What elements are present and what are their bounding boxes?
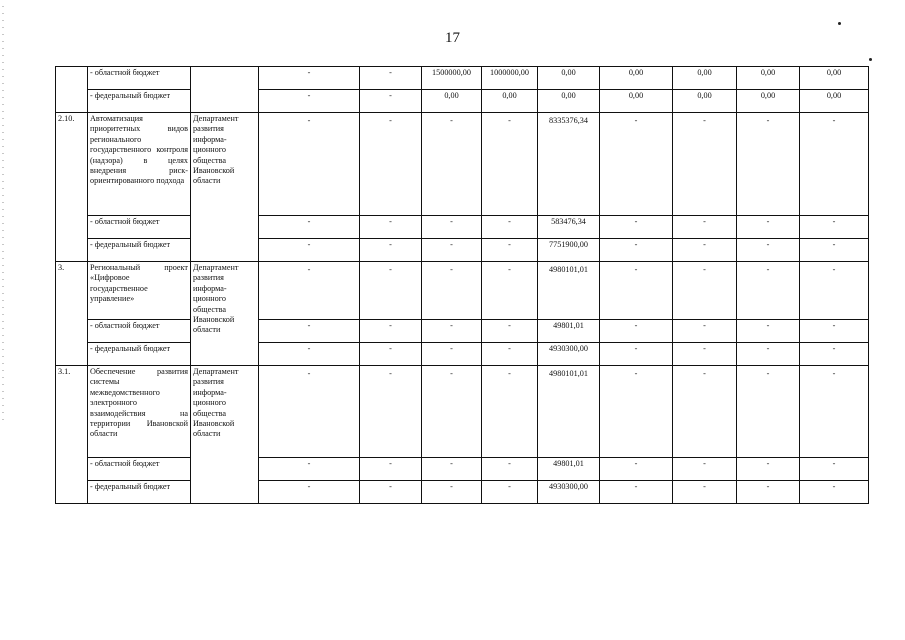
page-number: 17 (445, 30, 460, 46)
value-cell: - (673, 481, 737, 504)
section-code: 2.10. (56, 113, 88, 262)
value-cell: - (360, 67, 422, 90)
value-cell: 8335376,34 (538, 113, 600, 216)
value-cell: - (673, 458, 737, 481)
value-cell: - (422, 343, 482, 366)
row-label: - федеральный бюджет (88, 481, 191, 504)
table-row (56, 366, 869, 458)
value-cell: 49801,01 (538, 458, 600, 481)
value-cell: - (673, 262, 737, 320)
value-cell: - (737, 113, 800, 216)
value-cell: - (737, 481, 800, 504)
value-cell: 4930300,00 (538, 343, 600, 366)
value-cell: - (800, 366, 869, 458)
value-cell: - (259, 320, 360, 343)
value-cell: - (600, 320, 673, 343)
value-cell: - (259, 113, 360, 216)
value-cell: - (600, 458, 673, 481)
responsible-department: Департамент развития информа-ционного общества Ивановской области (191, 366, 259, 504)
value-cell: - (259, 239, 360, 262)
value-cell: - (600, 343, 673, 366)
table-row (56, 262, 869, 320)
value-cell: - (673, 320, 737, 343)
value-cell: - (673, 366, 737, 458)
table-row (56, 216, 869, 239)
value-cell: - (422, 239, 482, 262)
value-cell: - (673, 113, 737, 216)
value-cell: - (360, 90, 422, 113)
section-title: Региональный проект «Цифровое государственное управление» (88, 262, 191, 320)
value-cell: 0,00 (482, 90, 538, 113)
section-title: Обеспечение развития системы межведомственного электронного взаимодействия на территории Ивановской области (88, 366, 191, 458)
row-label: - федеральный бюджет (88, 239, 191, 262)
value-cell: - (737, 320, 800, 343)
value-cell: 0,00 (538, 67, 600, 90)
value-cell: - (800, 216, 869, 239)
scan-speck (838, 22, 841, 25)
value-cell: - (482, 216, 538, 239)
value-cell: - (422, 366, 482, 458)
value-cell: - (737, 262, 800, 320)
value-cell: 0,00 (800, 90, 869, 113)
value-cell: - (259, 366, 360, 458)
value-cell: 0,00 (422, 90, 482, 113)
value-cell: - (600, 239, 673, 262)
code-cell (56, 67, 88, 113)
responsible-department: Департамент развития информа-ционного общества Ивановской области (191, 262, 259, 366)
value-cell: - (360, 216, 422, 239)
value-cell: - (482, 366, 538, 458)
row-label: - федеральный бюджет (88, 343, 191, 366)
value-cell: - (259, 481, 360, 504)
value-cell: 583476,34 (538, 216, 600, 239)
table-row (56, 343, 869, 366)
value-cell: - (422, 216, 482, 239)
budget-table (55, 66, 869, 504)
value-cell: - (800, 320, 869, 343)
table-row (56, 113, 869, 216)
value-cell: - (800, 481, 869, 504)
value-cell: - (360, 366, 422, 458)
value-cell: - (360, 239, 422, 262)
value-cell: - (482, 458, 538, 481)
row-label: - федеральный бюджет (88, 90, 191, 113)
table-row (56, 481, 869, 504)
value-cell: - (422, 458, 482, 481)
value-cell: 49801,01 (538, 320, 600, 343)
value-cell: - (600, 216, 673, 239)
value-cell: - (673, 343, 737, 366)
table-row (56, 458, 869, 481)
value-cell: - (360, 458, 422, 481)
value-cell: - (482, 239, 538, 262)
section-code: 3.1. (56, 366, 88, 504)
value-cell: 0,00 (600, 67, 673, 90)
value-cell: 0,00 (600, 90, 673, 113)
value-cell: - (800, 343, 869, 366)
value-cell: - (600, 366, 673, 458)
value-cell: - (800, 262, 869, 320)
section-title: Автоматизация приоритетных видов регионального государственного контроля (надзора) в целях внедрения риск-ориентированного подхода (88, 113, 191, 216)
value-cell: - (800, 113, 869, 216)
section-code: 3. (56, 262, 88, 366)
responsible-department: Департамент развития информа-ционного общества Ивановской области (191, 113, 259, 262)
table-row (56, 239, 869, 262)
value-cell: - (482, 343, 538, 366)
value-cell: - (600, 262, 673, 320)
value-cell: - (259, 90, 360, 113)
value-cell: - (360, 481, 422, 504)
value-cell: - (360, 320, 422, 343)
value-cell: 4980101,01 (538, 262, 600, 320)
scan-speck (869, 58, 872, 61)
row-label: - областной бюджет (88, 67, 191, 90)
value-cell: - (482, 262, 538, 320)
value-cell: - (800, 239, 869, 262)
value-cell: - (482, 320, 538, 343)
value-cell: - (259, 458, 360, 481)
value-cell: - (360, 262, 422, 320)
value-cell: - (482, 113, 538, 216)
value-cell: - (737, 366, 800, 458)
table-row (56, 320, 869, 343)
value-cell: 4980101,01 (538, 366, 600, 458)
scan-margin-noise (2, 6, 4, 426)
value-cell: 0,00 (800, 67, 869, 90)
value-cell: - (673, 239, 737, 262)
value-cell: 0,00 (673, 90, 737, 113)
value-cell: - (422, 320, 482, 343)
row-label: - областной бюджет (88, 458, 191, 481)
value-cell: 1500000,00 (422, 67, 482, 90)
value-cell: 4930300,00 (538, 481, 600, 504)
table-row (56, 67, 869, 90)
value-cell: - (259, 216, 360, 239)
value-cell: - (482, 481, 538, 504)
value-cell: - (600, 113, 673, 216)
value-cell: 1000000,00 (482, 67, 538, 90)
row-label: - областной бюджет (88, 216, 191, 239)
value-cell: 0,00 (673, 67, 737, 90)
value-cell: - (737, 239, 800, 262)
value-cell: - (422, 481, 482, 504)
value-cell: - (673, 216, 737, 239)
value-cell: - (422, 113, 482, 216)
value-cell: - (259, 262, 360, 320)
value-cell: - (737, 216, 800, 239)
value-cell: - (259, 67, 360, 90)
value-cell: - (800, 458, 869, 481)
dept-cell (191, 67, 259, 113)
row-label: - областной бюджет (88, 320, 191, 343)
value-cell: - (600, 481, 673, 504)
value-cell: 7751900,00 (538, 239, 600, 262)
table-row (56, 90, 869, 113)
value-cell: - (259, 343, 360, 366)
value-cell: - (360, 113, 422, 216)
value-cell: - (737, 343, 800, 366)
value-cell: - (737, 458, 800, 481)
value-cell: - (360, 343, 422, 366)
value-cell: - (422, 262, 482, 320)
value-cell: 0,00 (737, 90, 800, 113)
value-cell: 0,00 (538, 90, 600, 113)
value-cell: 0,00 (737, 67, 800, 90)
